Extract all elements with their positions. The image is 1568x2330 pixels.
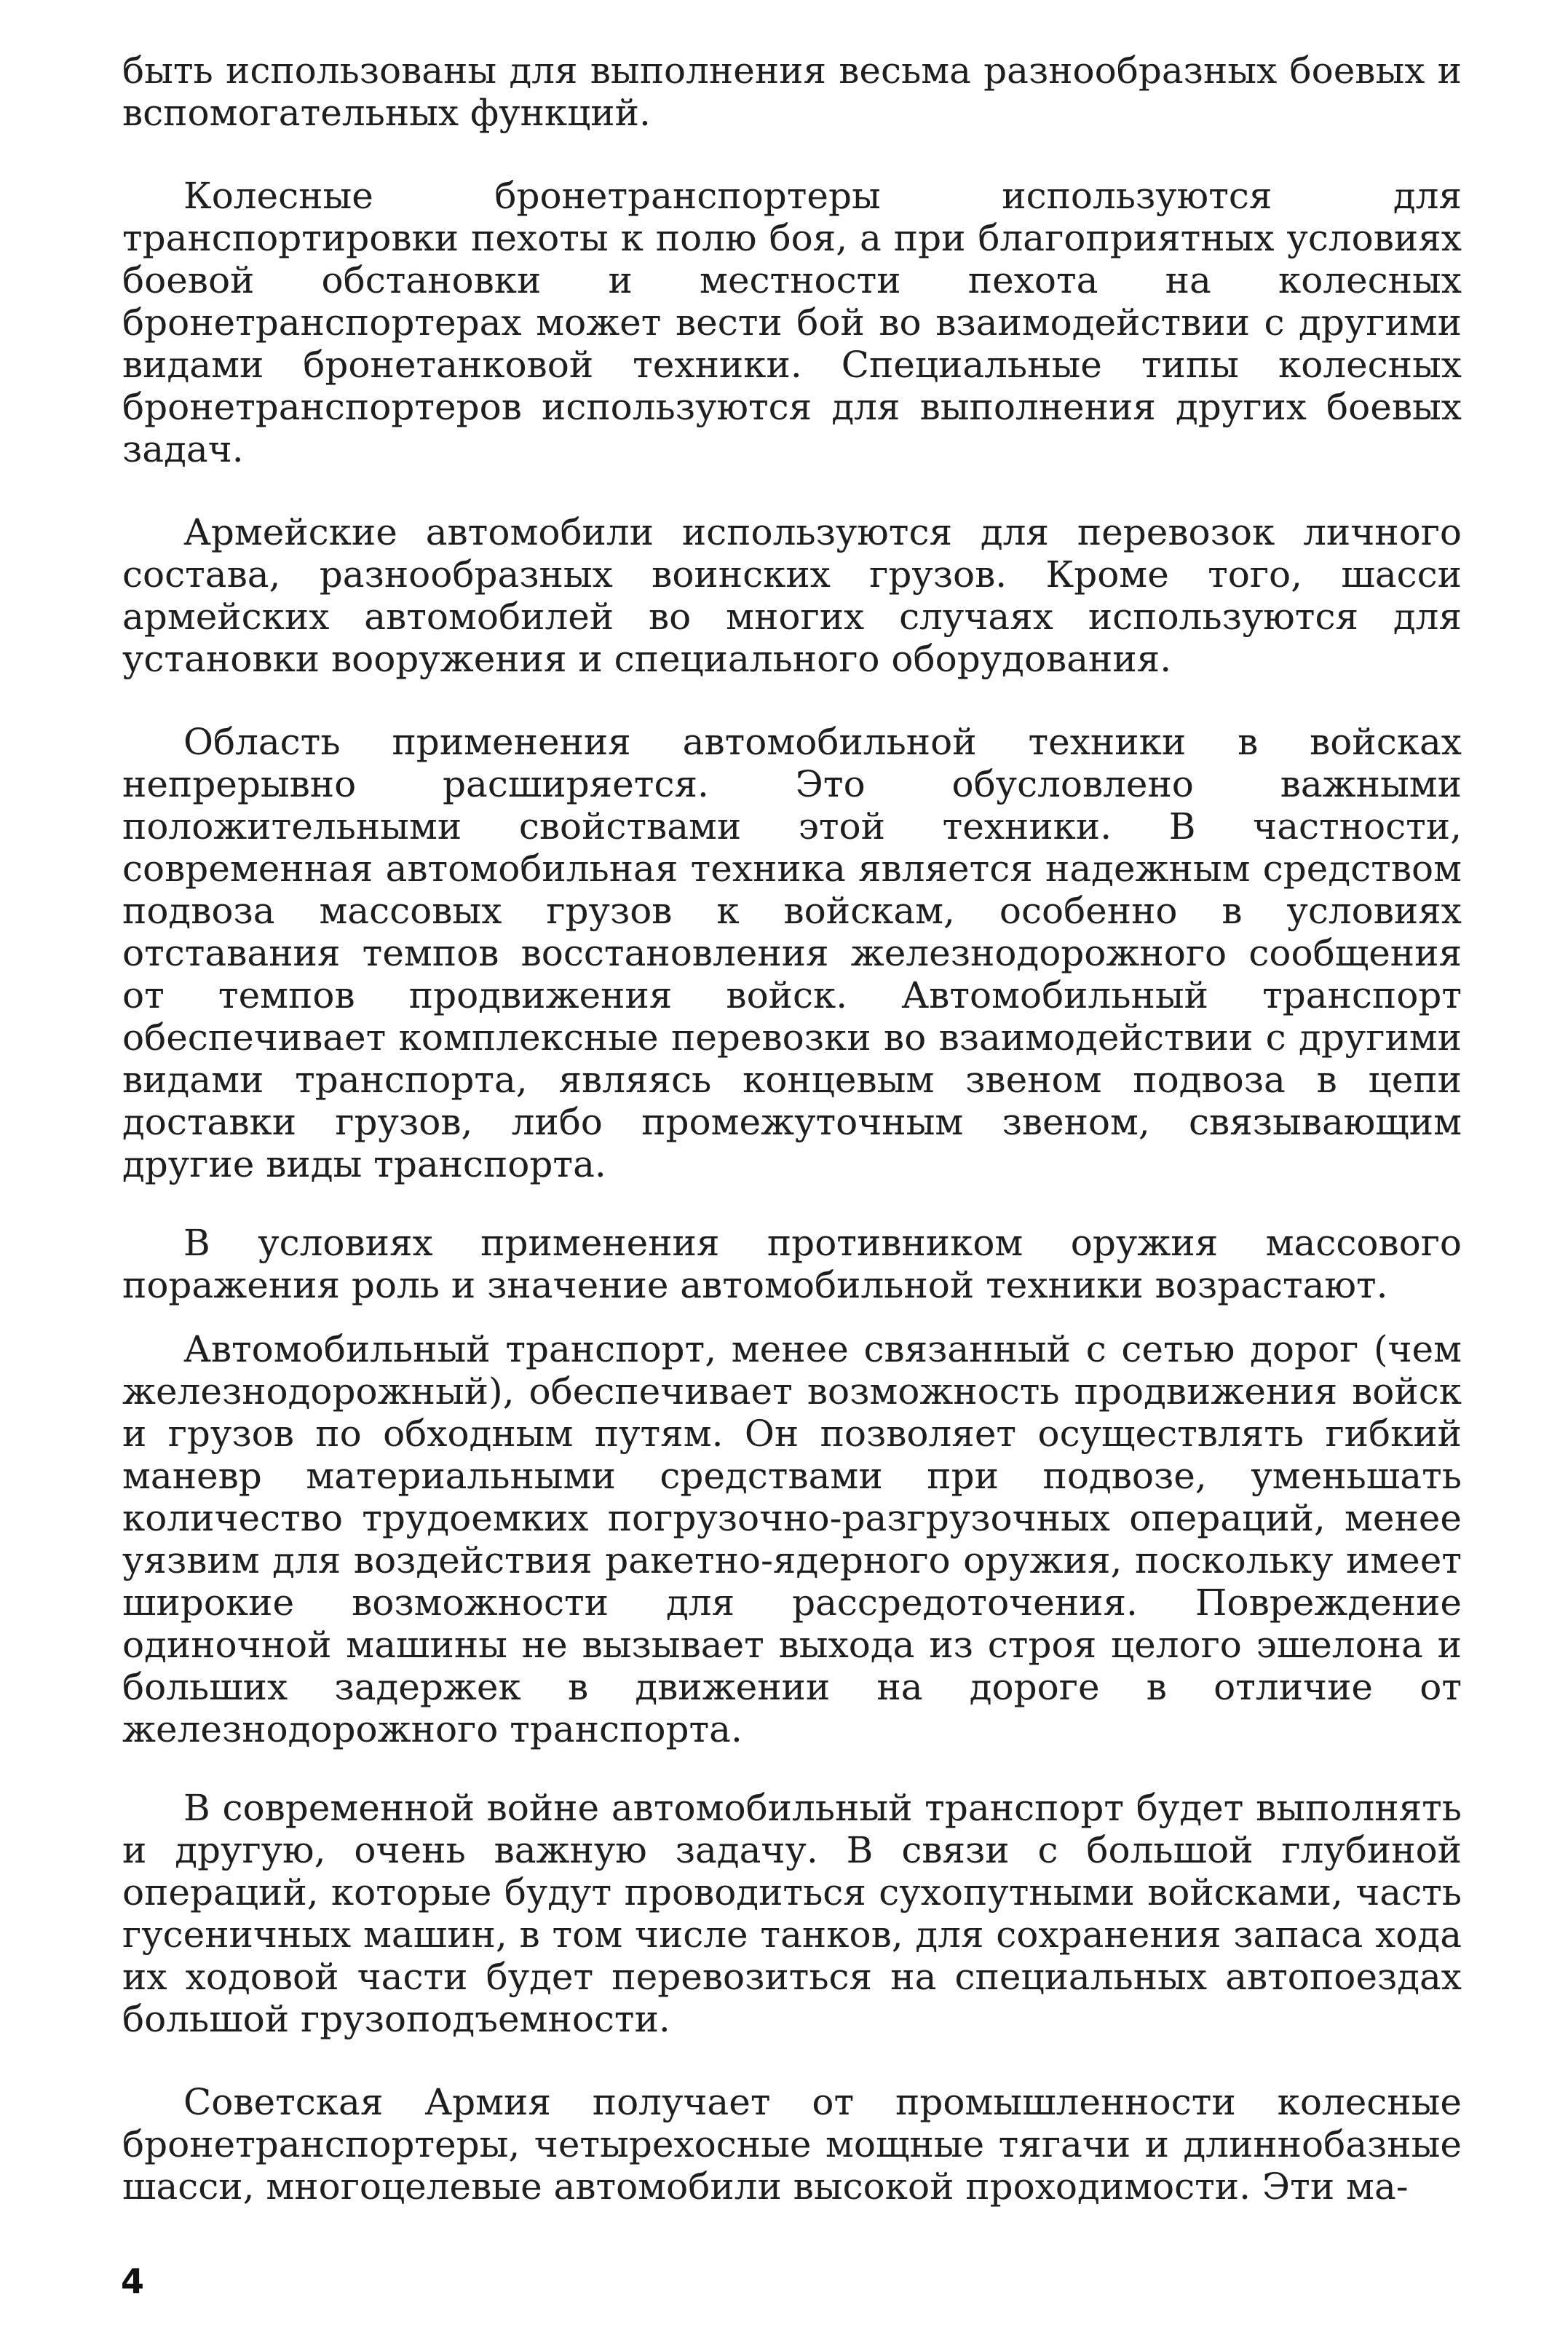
paragraph-army-vehicles: Армейские автомобили используются для перевозок личного состава, разнообразных воинских грузов. Кроме того, шасси армейских автомобилей во многих случаях используются для установки вооружения и специального оборудования. <box>122 511 1462 680</box>
paragraph-armored-carriers: Колесные бронетранспортеры используются для транспортировки пехоты к полю боя, а при благоприятных условиях боевой обстановки и местности пехота на колесных бронетранспортерах может вести бой во взаимодействии с другими видами бронетанковой техники. Специальные типы колесных бронетранспортеров используются для выполнения других боевых задач. <box>122 175 1462 470</box>
page-number: 4 <box>121 2262 145 2301</box>
paragraph-soviet-army: Советская Армия получает от промышленности колесные бронетранспортеры, четырехосные мощные тягачи и длиннобазные шасси, многоцелевые автомобили высокой проходимости. Эти ма- <box>122 2081 1462 2208</box>
paragraph-modern-war: В современной войне автомобильный транспорт будет выполнять и другую, очень важную задачу. В связи с большой глубиной операций, которые будут проводиться сухопутными войсками, часть гусеничных машин, в том числе танков, для сохранения запаса хода их ходовой части будет перевозиться на специальных автопоездах большой грузоподъемности. <box>122 1787 1462 2040</box>
paragraph-mass-destruction: В условиях применения противником оружия массового поражения роль и значение автомобильной техники возрастают. <box>122 1222 1462 1306</box>
paragraph-application-area: Область применения автомобильной техники в войсках непрерывно расширяется. Это обусловлено важными положительными свойствами этой техники. В частности, современная автомобильная техника является надежным средством подвоза массовых грузов к войскам, особенно в условиях отставания темпов восстановления железнодорожного сообщения от темпов продвижения войск. Автомобильный транспорт обеспечивает комплексные перевозки во взаимодействии с другими видами транспорта, являясь концевым звеном подвоза в цепи доставки грузов, либо промежуточным звеном, связывающим другие виды транспорта. <box>122 721 1462 1185</box>
paragraph-continuation: быть использованы для выполнения весьма разнообразных боевых и вспомогательных функций. <box>122 50 1462 134</box>
page-body <box>122 50 1462 2208</box>
paragraph-road-network: Автомобильный транспорт, менее связанный с сетью дорог (чем железнодорожный), обеспечивает возможность продвижения войск и грузов по обходным путям. Он позволяет осуществлять гибкий маневр материальными средствами при подвозе, уменьшать количество трудоемких погрузочно-разгрузочных операций, менее уязвим для воздействия ракетно-ядерного оружия, поскольку имеет широкие возможности для рассредоточения. Повреждение одиночной машины не вызывает выхода из строя целого эшелона и больших задержек в движении на дороге в отличие от железнодорожного транспорта. <box>122 1328 1462 1750</box>
